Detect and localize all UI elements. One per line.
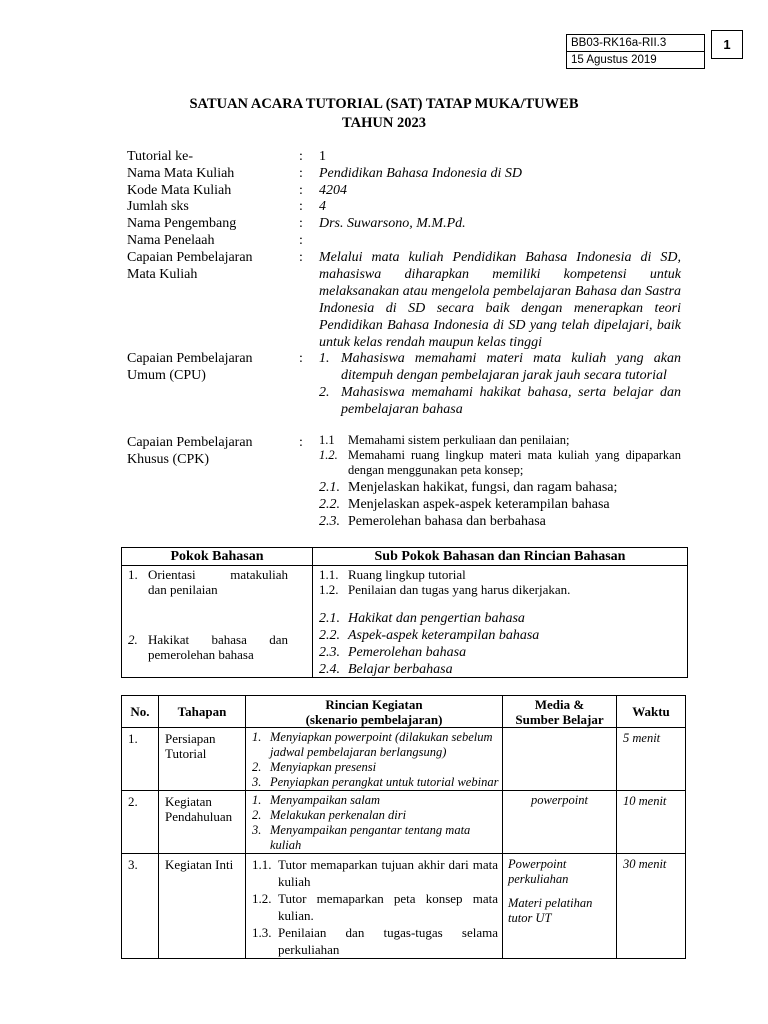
header-stage: Tahapan bbox=[159, 696, 246, 728]
table-row bbox=[122, 854, 686, 959]
row-media: powerpoint bbox=[503, 791, 617, 854]
cpmk-label-line1: Capaian Pembelajaran bbox=[127, 250, 253, 265]
row-time: 30 menit bbox=[617, 854, 686, 959]
cpk-list bbox=[319, 433, 681, 530]
row-stage: Kegiatan Pendahuluan bbox=[159, 791, 246, 854]
colon: : bbox=[299, 351, 303, 366]
row-time: 5 menit bbox=[617, 728, 686, 791]
sks-label: Jumlah sks bbox=[127, 199, 189, 214]
course-code-label: Kode Mata Kuliah bbox=[127, 183, 232, 198]
colon: : bbox=[299, 183, 303, 198]
detail-item: 2. Menyiapkan presensi bbox=[252, 760, 377, 774]
developer-label: Nama Pengembang bbox=[127, 216, 237, 231]
detail-item: 1.2. Tutor memaparkan peta konsep mata kulian. bbox=[252, 891, 498, 923]
topics-sub-cell bbox=[313, 566, 688, 678]
course-code-value: 4204 bbox=[319, 183, 347, 198]
subtopic-text: Penilaian dan tugas yang harus dikerjakan. bbox=[348, 582, 571, 597]
cpk-item: 1.1 Memahami sistem perkuliaan dan penilaian; bbox=[319, 433, 570, 447]
cpu-item: 1. Mahasiswa memahami materi mata kuliah yang akan ditempuh dengan pembelajaran jarak jauh secara tutorial bbox=[319, 351, 681, 383]
topic-number: 1. bbox=[128, 567, 138, 582]
topics-table bbox=[121, 547, 688, 678]
document-code: BB03-RK16a-RII.3 bbox=[571, 37, 667, 49]
topic-line: Orientasi matakuliah bbox=[148, 567, 288, 582]
cpk-label-line1: Capaian Pembelajaran bbox=[127, 435, 253, 450]
subtopic-text: Ruang lingkup tutorial bbox=[348, 567, 466, 582]
header-detail: Rincian Kegiatan (skenario pembelajaran) bbox=[246, 696, 503, 728]
sks-value: 4 bbox=[319, 199, 326, 214]
cpk-label-line2: Khusus (CPK) bbox=[127, 452, 210, 467]
topic-line: pemerolehan bahasa bbox=[148, 647, 254, 662]
colon: : bbox=[299, 149, 303, 164]
row-stage: Kegiatan Inti bbox=[159, 854, 246, 959]
row-media bbox=[503, 854, 617, 959]
subtopic-text: Pemerolehan bahasa bbox=[348, 645, 467, 660]
tutorial-label: Tutorial ke- bbox=[127, 149, 193, 164]
colon: : bbox=[299, 199, 303, 214]
media-source: Materi pelatihan tutor UT bbox=[508, 896, 593, 925]
detail-item: 3. Penyiapkan perangkat untuk tutorial webinar bbox=[252, 775, 499, 789]
tutorial-value: 1 bbox=[319, 149, 326, 164]
cpk-item: 2.1. Menjelaskan hakikat, fungsi, dan ragam bahasa; bbox=[319, 480, 618, 495]
subtopic-item: 2.2. bbox=[319, 628, 340, 643]
detail-item: 1. Menyiapkan powerpoint (dilakukan sebelum jadwal pembelajaran berlangsung) bbox=[252, 730, 493, 759]
cpu-label-line2: Umum (CPU) bbox=[127, 368, 206, 383]
subtopic-text: Belajar berbahasa bbox=[348, 662, 453, 677]
cpu-label-line1: Capaian Pembelajaran bbox=[127, 351, 253, 366]
cpu-item: 2. Mahasiswa memahami hakikat bahasa, serta belajar dan pembelajaran bahasa bbox=[319, 385, 681, 417]
cpu-list bbox=[319, 350, 681, 418]
page-title: SATUAN ACARA TUTORIAL (SAT) TATAP MUKA/TUWEB bbox=[189, 96, 579, 112]
header-time: Waktu bbox=[617, 696, 686, 728]
subtopic-item: 1.1. bbox=[319, 567, 339, 582]
page-number: 1 bbox=[711, 30, 743, 59]
subtopic-item: 2.4. bbox=[319, 662, 340, 677]
page-subtitle: TAHUN 2023 bbox=[342, 115, 426, 131]
row-details bbox=[246, 854, 503, 959]
document-date: 15 Agustus 2019 bbox=[567, 51, 704, 68]
row-media bbox=[503, 728, 617, 791]
course-name-label: Nama Mata Kuliah bbox=[127, 166, 235, 181]
row-stage: Persiapan Tutorial bbox=[159, 728, 246, 791]
topics-header-sub: Sub Pokok Bahasan dan Rincian Bahasan bbox=[313, 548, 688, 566]
colon: : bbox=[299, 250, 303, 265]
developer-value: Drs. Suwarsono, M.M.Pd. bbox=[319, 216, 466, 231]
cpk-item: 2.2. Menjelaskan aspek-aspek keterampilan bahasa bbox=[319, 497, 610, 512]
table-row bbox=[122, 791, 686, 854]
row-details bbox=[246, 791, 503, 854]
topic-line: dan penilaian bbox=[148, 582, 218, 597]
colon: : bbox=[299, 166, 303, 181]
header-no: No. bbox=[122, 696, 159, 728]
detail-item: 1.3. Penilaian dan tugas-tugas selama perkuliahan bbox=[252, 925, 498, 957]
detail-item: 2. Melakukan perkenalan diri bbox=[252, 808, 407, 822]
header-media: Media & Sumber Belajar bbox=[503, 696, 617, 728]
activities-table bbox=[121, 695, 686, 959]
topics-header-main: Pokok Bahasan bbox=[122, 548, 313, 566]
subtopic-item: 1.2. bbox=[319, 582, 339, 597]
subtopic-text: Hakikat dan pengertian bahasa bbox=[348, 611, 525, 626]
document-code-box bbox=[566, 34, 705, 69]
media-source: Powerpoint perkuliahan bbox=[508, 857, 569, 886]
row-time: 10 menit bbox=[617, 791, 686, 854]
cpmk-label-line2: Mata Kuliah bbox=[127, 267, 198, 282]
colon: : bbox=[299, 435, 303, 450]
detail-item: 1. Menyampaikan salam bbox=[252, 793, 381, 807]
topic-number: 2. bbox=[128, 632, 138, 647]
reviewer-label: Nama Penelaah bbox=[127, 233, 215, 248]
cpk-item: 2.3. Pemerolehan bahasa dan berbahasa bbox=[319, 514, 546, 529]
subtopic-text: Aspek-aspek keterampilan bahasa bbox=[348, 628, 540, 643]
subtopic-item: 2.3. bbox=[319, 645, 340, 660]
topic-line: Hakikat bahasa dan bbox=[148, 632, 288, 647]
colon: : bbox=[299, 233, 303, 248]
table-row bbox=[122, 728, 686, 791]
cpk-item: 1.2. Memahami ruang lingkup materi mata kuliah yang dipaparkan dengan menggunakan peta konsep; bbox=[319, 448, 681, 477]
row-number: 2. bbox=[122, 791, 159, 854]
course-name-value: Pendidikan Bahasa Indonesia di SD bbox=[319, 166, 522, 181]
row-details bbox=[246, 728, 503, 791]
detail-item: 1.1. Tutor memaparkan tujuan akhir dari mata kuliah bbox=[252, 857, 498, 889]
colon: : bbox=[299, 216, 303, 231]
row-number: 3. bbox=[122, 854, 159, 959]
cpmk-value: Melalui mata kuliah Pendidikan Bahasa Indonesia di SD, mahasiswa diharapkan memiliki kompetensi untuk melaksanakan atau mengelola pembelajaran Bahasa dan Sastra Indonesia di SD secara baik dengan menerapkan teori Pendidikan Bahasa Indonesia di SD yang telah dipelajari, baik untuk kelas rendah maupun kelas tinggi bbox=[319, 250, 681, 350]
subtopic-item: 2.1. bbox=[319, 611, 340, 626]
topics-main-cell bbox=[122, 566, 313, 678]
row-number: 1. bbox=[122, 728, 159, 791]
detail-item: 3. Menyampaikan pengantar tentang mata kuliah bbox=[252, 823, 471, 852]
